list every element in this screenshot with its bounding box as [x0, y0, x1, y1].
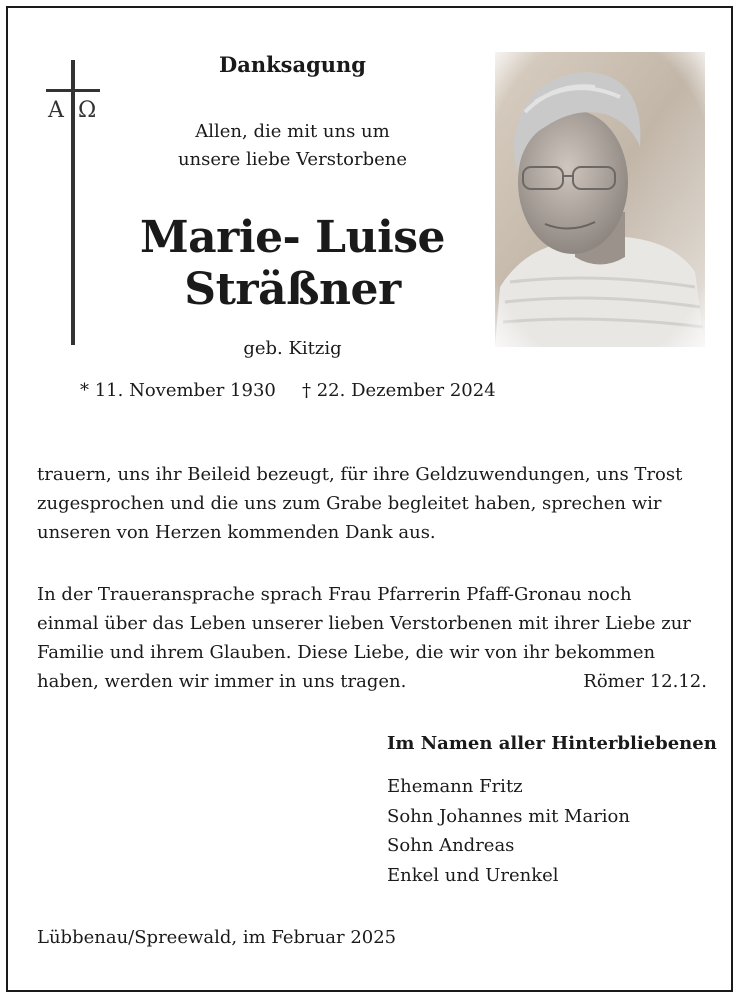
intro-text — [150, 118, 435, 174]
paragraph-line: trauern, uns ihr Beileid bezeugt, für ihre Geldzuwendungen, uns Trost — [37, 464, 683, 485]
mourner-name: Ehemann Fritz — [387, 776, 523, 797]
omega-symbol: Ω — [78, 98, 97, 123]
portrait-photo — [495, 52, 705, 347]
first-name: Marie- Luise — [139, 212, 446, 263]
bible-verse: Römer 12.12. — [583, 671, 707, 692]
paragraph-line: In der Traueransprache sprach Frau Pfarrerin Pfaff-Gronau noch — [37, 584, 632, 605]
paragraph-line: einmal über das Leben unserer lieben Verstorbenen mit ihrer Liebe zur — [37, 613, 691, 634]
place-and-date: Lübbenau/Spreewald, im Februar 2025 — [37, 927, 397, 948]
heading: Danksagung — [219, 52, 366, 77]
paragraph-line: Familie und ihrem Glauben. Diese Liebe, die wir von ihr bekommen — [37, 642, 656, 663]
death-date: † 22. Dezember 2024 — [302, 380, 496, 401]
sermon-paragraph — [37, 580, 707, 696]
signature-title: Im Namen aller Hinterbliebenen — [387, 733, 717, 754]
cross-vertical-icon — [71, 60, 75, 345]
last-name: Sträßner — [184, 264, 401, 315]
cross-horizontal-icon — [46, 89, 100, 92]
birth-name: geb. Kitzig — [243, 338, 342, 359]
intro-line: Allen, die mit uns um — [195, 121, 390, 142]
mourner-name: Enkel und Urenkel — [387, 864, 559, 886]
mourners-list — [387, 772, 630, 890]
paragraph-line: haben, werden wir immer in uns tragen. — [37, 671, 407, 692]
paragraph-line: unseren von Herzen kommenden Dank aus. — [37, 522, 436, 543]
mourner-name: Sohn Andreas — [387, 835, 515, 856]
paragraph-line: zugesprochen und die uns zum Grabe begleitet haben, sprechen wir — [37, 493, 662, 514]
paragraph-last-line — [37, 667, 707, 696]
intro-line: unsere liebe Verstorbene — [177, 149, 408, 170]
birth-date: * 11. November 1930 — [80, 380, 276, 401]
deceased-name — [110, 212, 475, 316]
alpha-symbol: A — [48, 98, 64, 123]
mourner-name: Sohn Johannes mit Marion — [387, 805, 630, 827]
thanks-paragraph — [37, 460, 707, 547]
